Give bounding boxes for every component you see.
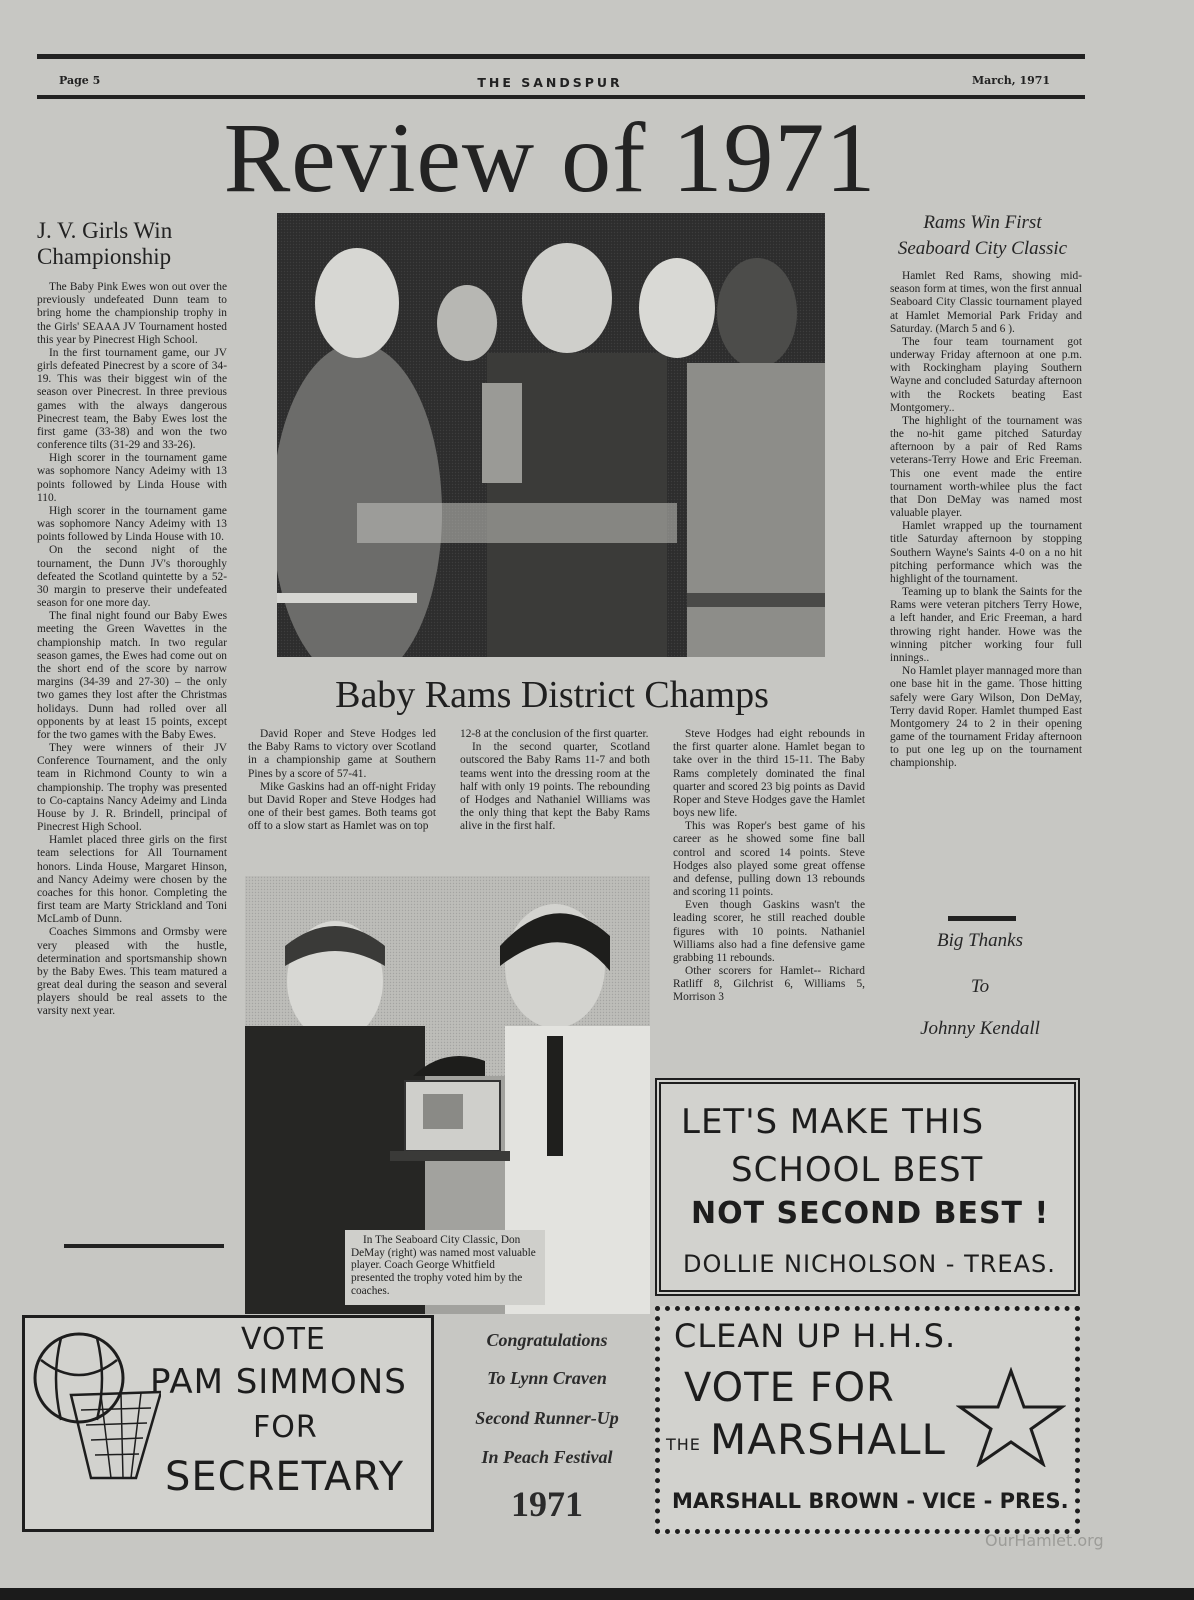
newspaper-name: THE SANDSPUR [477,75,623,90]
nicholson-ad-line3: NOT SECOND BEST ! [691,1196,1050,1231]
simmons-ad-line1: VOTE [241,1322,326,1357]
jv-paragraph: On the second night of the tournament, the Dunn JV's thoroughly defeated the Scotland quintette by a 52-30 margin to preserve their undefeated season for one more day. [37,544,227,610]
rams-paragraph: Hamlet Red Rams, showing mid-season form at times, won the first annual Seaboard City Classic tournament played at Hamlet Memorial Park Friday and Saturday. (March 5 and 6 ). [890,270,1082,335]
district-paragraph: In the second quarter, Scotland outscored the Baby Rams 11-7 and both teams went into the dressing room at the half with only 19 points. The rebounding of Hodges and Nathaniel Williams was the only thing that kept the Baby Rams alive in the first half. [460,741,650,833]
jv-paragraph: High scorer in the tournament game was sophomore Nancy Adeimy with 13 points followed by Linda House with 10. [37,504,227,544]
site-watermark: OurHamlet.org [985,1531,1104,1550]
district-paragraph: Other scorers for Hamlet-- Richard Ratliff 8, Gilchrist 6, Williams 5, Morrison 3 [673,965,865,1004]
district-column-3 [673,728,865,1063]
basketball-icon [31,1330,161,1480]
thanks-line1: Big Thanks [936,930,1024,951]
rams-article-title [880,210,1085,261]
congrats-line2: To Lynn Craven [487,1368,607,1388]
simmons-ad-line3: FOR [253,1410,318,1445]
jv-paragraph: They were winners of their JV Conference Tournament, and the only team in Richmond County to win a championship. The trophy was presented to Co-captains Nancy Adeimy and Linda House by J. R. Brindell, principal of Pinecrest High School. [37,742,227,834]
congrats-year: 1971 [511,1484,583,1524]
brown-ad-line3-prefix: THE [666,1435,701,1454]
jv-article-title [37,218,247,270]
rams-paragraph: Teaming up to blank the Saints for the Rams were veteran pitchers Terry Howe, a left hander, and Eric Freeman, a hard throwing right hander. Howe was the winning pitcher working four full innings.. [890,586,1082,664]
nicholson-ad-line4: DOLLIE NICHOLSON - TREAS. [683,1250,1056,1278]
trophy-presentation-photo [277,213,825,657]
masthead-bottom-rule [37,95,1085,99]
issue-date: March, 1971 [972,74,1051,87]
brown-ad-line4: MARSHALL BROWN - VICE - PRES. [672,1489,1069,1513]
jv-paragraph: Coaches Simmons and Ormsby were very pleased with the hustle, determination and sportsmanship shown by the Baby Ewes. This team matured a great deal during the season and several players should be real assets to the varsity next year. [37,926,227,1018]
brown-ad-line1: CLEAN UP H.H.S. [674,1317,957,1355]
jv-paragraph: High scorer in the tournament game was sophomore Nancy Adeimy with 13 points followed by Linda House with 110. [37,452,227,504]
simmons-ad-line2: PAM SIMMONS [150,1362,407,1402]
brown-campaign-ad [655,1306,1080,1534]
simmons-ad-line4: SECRETARY [165,1454,405,1500]
rams-title-line1: Rams Win First [923,212,1042,233]
brown-ad-line3: MARSHALL [710,1415,946,1464]
brown-ad-line2: VOTE FOR [684,1365,895,1411]
district-paragraph: Even though Gaskins wasn't the leading scorer, he still reached double figures with 10 points. Nathaniel Williams also had a fine defensive game grabbing 11 rebounds. [673,899,865,964]
caption-text: In The Seaboard City Classic, Don DeMay (right) was named most valuable player. Coach George Whitfield presented the trophy voted him by the coaches. [351,1234,536,1297]
jv-article-body [37,281,227,1243]
photo-caption [345,1230,545,1305]
thanks-line3: Johnny Kendall [920,1018,1040,1039]
page-number: Page 5 [59,74,101,87]
simmons-campaign-ad [22,1315,434,1532]
rams-article-body [890,270,1082,902]
district-paragraph: David Roper and Steve Hodges led the Baby Rams to victory over Scotland in a championship game at Southern Pines by a score of 57-41. [248,728,436,780]
nicholson-ad-line2: SCHOOL BEST [731,1150,984,1190]
district-column-1 [248,728,436,868]
congrats-line3: Second Runner-Up [475,1408,619,1428]
rams-paragraph: Hamlet wrapped up the tournament title Saturday afternoon by stopping Southern Wayne's Saints 4-0 on a no hit pitching performance which was the highlight of the tournament. [890,520,1082,585]
jv-paragraph: The Baby Pink Ewes won out over the previously undefeated Dunn team to bring home the championship trophy in the Girls' SEAAA JV Tournament hosted this year by Pinecrest High School. [37,281,227,346]
rams-title-line2: Seaboard City Classic [897,237,1068,259]
masthead-top-rule [37,54,1085,59]
jv-end-rule [64,1244,224,1248]
rams-end-rule [948,916,1016,921]
congrats-line1: Congratulations [486,1330,608,1350]
page-headline: Review of 1971 [223,102,877,213]
jv-paragraph: The final night found our Baby Ewes meeting the Green Wavettes in the championship match. In two regular season games, the Ewes had come out on the short end of the score by narrow margins (34-39 and 27-30) – the only two games they lost after the Christmas holidays. Dunn had rolled over all opponents by at least 15 points, except for the two games with the Baby Ewes. [37,610,227,741]
jv-title-line2: Championship [37,243,172,269]
rams-paragraph: The four team tournament got underway Friday afternoon at one p.m. with Rockingham playing Southern Wayne and concluded Saturday afternoon with the Rockets beating East Montgomery.. [890,335,1082,414]
nicholson-ad-line1: LET'S MAKE THIS [681,1102,985,1142]
district-paragraph: 12-8 at the conclusion of the first quarter. [460,728,649,740]
district-paragraph: Mike Gaskins had an off-night Friday but David Roper and Steve Hodges had one of their best games. Both teams got off to a slow start as Hamlet was on top [248,780,436,833]
district-paragraph: This was Roper's best game of his career as he showed some fine ball control and scored 14 points. Steve Hodges also played some great offense and defense, pulling down 13 rebounds and scoring 11 points. [673,820,865,899]
congrats-line4: In Peach Festival [481,1447,613,1467]
district-column-2 [460,728,650,868]
jv-paragraph: Hamlet placed three girls on the first team selections for All Tournament honors. Linda House, Margaret Hinson, and Nancy Adeimy were chosen by the coaches for this honor. Completing the first team are Marty Strickland and Toni McLamb of Dunn. [37,834,227,926]
rams-paragraph: The highlight of the tournament was the no-hit game pitched Saturday afternoon by a pair of Red Rams veterans-Terry Howe and Eric Freeman. This one event made the entire tournament worth-whilee plus the fact that Don DeMay was named most valuable player. [890,414,1082,520]
star-icon [956,1367,1066,1467]
thanks-line2: To [970,976,990,997]
district-paragraph: Steve Hodges had eight rebounds in the first quarter alone. Hamlet began to take over in the third 15-11. The Baby Rams completely dominated the final quarter and scored 23 big points as David Roper and Steve Hodges gave the Hamlet boys new life. [673,728,865,820]
district-champs-headline: Baby Rams District Champs [335,674,769,716]
rams-paragraph: No Hamlet player mannaged more than one base hit in the game. Those hitting safely were Gary Wilson, Don DeMay, Terry david Roper. Hamlet thumped East Montgomery 24 to 2 in their opening game of the tournament Friday afternoon to put one leg up on the tournament championship. [890,665,1082,770]
jv-title-line1: J. V. Girls Win [37,218,173,243]
jv-paragraph: In the first tournament game, our JV girls defeated Pinecrest by a score of 34-19. This was their biggest win of the season over Pinecrest. In three previous games with the always dangerous Pinecrest team, the Baby Ewes lost the first game (33-38) and won the two conference tilts (31-29 and 33-26). [37,346,227,452]
nicholson-campaign-ad [655,1078,1080,1296]
